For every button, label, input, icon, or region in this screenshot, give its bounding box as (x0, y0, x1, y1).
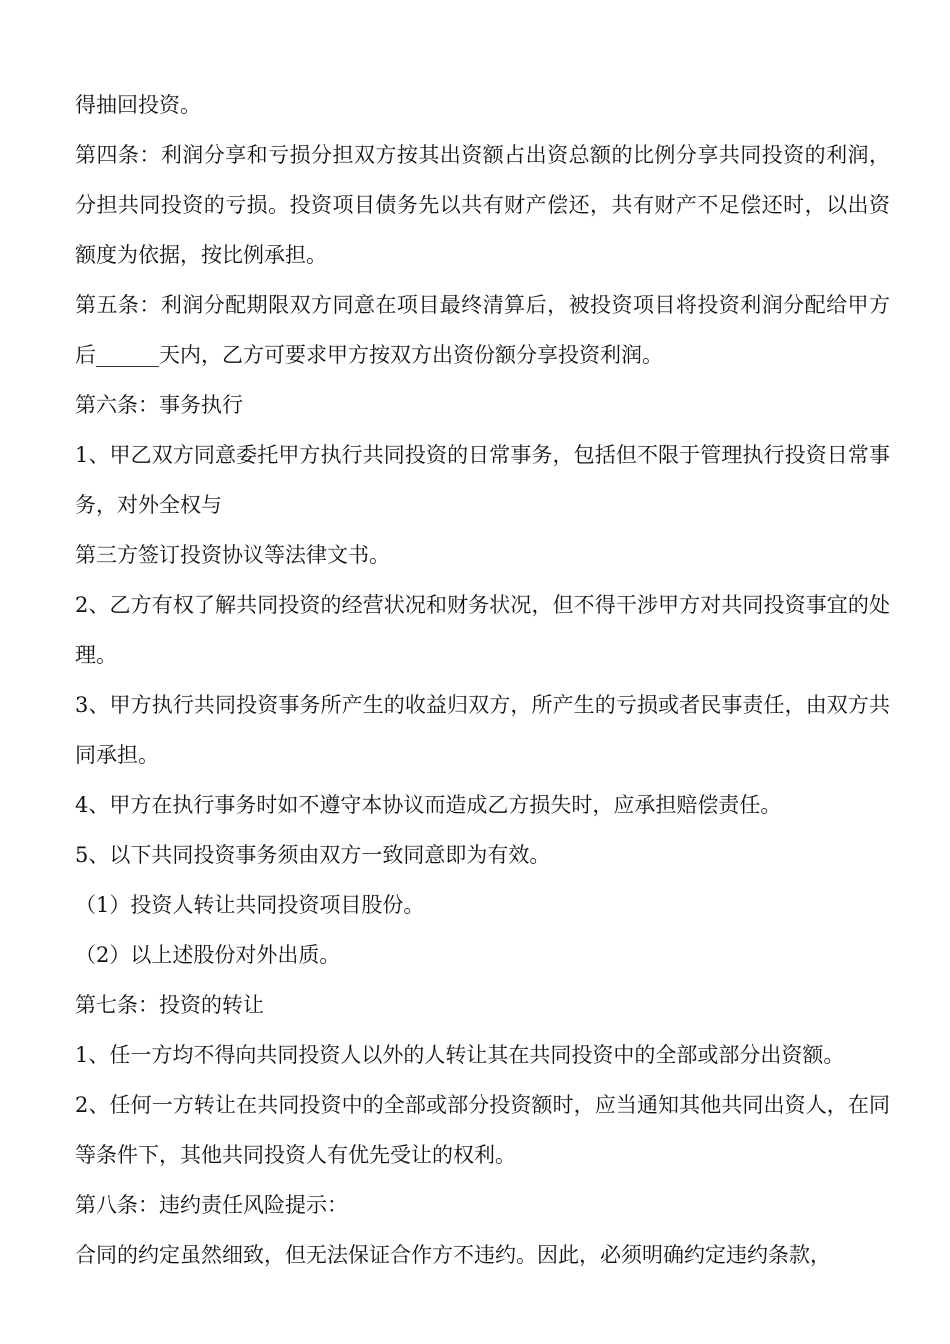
article-7-heading: 第七条：投资的转让 (75, 993, 264, 1017)
article-6-heading: 第六条：事务执行 (75, 393, 243, 417)
document-body (75, 80, 890, 1280)
article-5-distribution-period: 第五条：利润分配期限双方同意在项目最终清算后，被投资项目将投资利润分配给甲方后______天内，乙方可要求甲方按双方出资份额分享投资利润。 (75, 293, 890, 367)
article-7-item-2: 2、任何一方转让在共同投资中的全部或部分投资额时，应当通知其他共同出资人，在同等条件下，其他共同投资人有优先受让的权利。 (75, 1093, 890, 1167)
article-7-item-1: 1、任一方均不得向共同投资人以外的人转让其在共同投资中的全部或部分出资额。 (75, 1043, 845, 1067)
article-6-item-1-continued: 第三方签订投资协议等法律文书。 (75, 543, 390, 567)
article-6-item-3: 3、甲方执行共同投资事务所产生的收益归双方，所产生的亏损或者民事责任，由双方共同承担。 (75, 693, 890, 767)
article-6-item-5: 5、以下共同投资事务须由双方一致同意即为有效。 (75, 843, 551, 867)
article-6-item-4: 4、甲方在执行事务时如不遵守本协议而造成乙方损失时，应承担赔偿责任。 (75, 793, 782, 817)
article-6-item-1: 1、甲乙双方同意委托甲方执行共同投资的日常事务，包括但不限于管理执行投资日常事务，对外全权与 (75, 443, 890, 517)
article-8-risk-note: 合同的约定虽然细致，但无法保证合作方不违约。因此，必须明确约定违约条款， (75, 1243, 831, 1267)
article-6-item-2: 2、乙方有权了解共同投资的经营状况和财务状况，但不得干涉甲方对共同投资事宜的处理。 (75, 593, 890, 667)
article-6-item-5-sub-2: （2）以上述股份对外出质。 (75, 943, 341, 967)
article-8-heading: 第八条：违约责任风险提示： (75, 1193, 348, 1217)
article-6-item-5-sub-1: （1）投资人转让共同投资项目股份。 (75, 893, 425, 917)
article-4-profit-loss: 第四条：利润分享和亏损分担双方按其出资额占出资总额的比例分享共同投资的利润，分担共同投资的亏损。投资项目债务先以共有财产偿还，共有财产不足偿还时，以出资额度为依据，按比例承担。 (75, 143, 890, 267)
paragraph-tail-withdraw: 得抽回投资。 (75, 93, 201, 117)
